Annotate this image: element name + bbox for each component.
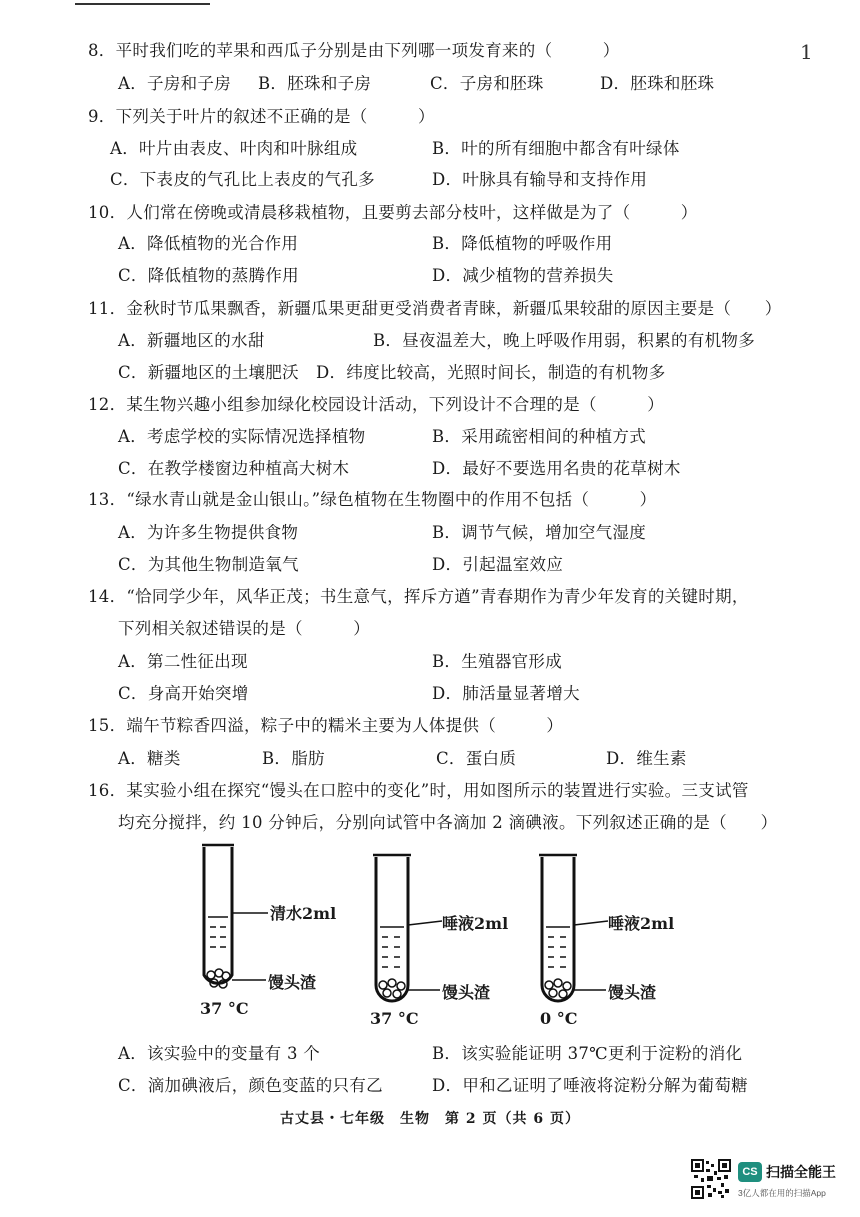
question-9-option-b: B．叶的所有细胞中都含有叶绿体 [432, 139, 680, 158]
question-13-option-a: A．为许多生物提供食物 [118, 523, 299, 542]
question-14-option-b: B．生殖器官形成 [432, 652, 563, 671]
question-12-option-c: C．在教学楼窗边种植高大树木 [118, 459, 350, 478]
question-11-option-c: C．新疆地区的土壤肥沃 [118, 363, 299, 382]
camscanner-logo: CS [738, 1162, 762, 1182]
tube-3-liquid-label: 唾液2ml [608, 914, 675, 933]
question-15-option-b: B．脂肪 [262, 749, 325, 768]
question-12-stem: 12．某生物兴趣小组参加绿化校园设计活动，下列设计不合理的是（ ） [88, 395, 664, 414]
question-16-option-b: B．该实验能证明 37℃更利于淀粉的消化 [432, 1044, 743, 1063]
question-8-stem: 8．平时我们吃的苹果和西瓜子分别是由下列哪一项发育来的（ ） [88, 41, 620, 60]
question-10-option-d: D．减少植物的营养损失 [432, 266, 614, 285]
question-8-option-c: C．子房和胚珠 [430, 74, 544, 93]
question-14-stem: 14．“恰同学少年，风华正茂；书生意气，挥斥方遒”青春期作为青少年发育的关键时期， [88, 587, 749, 606]
top-rule [75, 3, 210, 5]
test-tube-3 [539, 855, 608, 1001]
question-8-option-a: A．子房和子房 [118, 74, 232, 93]
question-14-option-d: D．肺活量显著增大 [432, 684, 580, 703]
question-9-option-a: A．叶片由表皮、叶肉和叶脉组成 [110, 139, 358, 158]
question-16-option-a: A．该实验中的变量有 3 个 [118, 1044, 321, 1063]
question-13-option-b: B．调节气候，增加空气湿度 [432, 523, 647, 542]
question-16-stem: 16．某实验小组在探究“馒头在口腔中的变化”时，用如图所示的装置进行实验。三支试管 [88, 781, 749, 800]
question-11-option-d: D．纬度比较高，光照时间长，制造的有机物多 [316, 363, 666, 382]
question-8-option-d: D．胚珠和胚珠 [600, 74, 715, 93]
question-11-stem: 11．金秋时节瓜果飘香，新疆瓜果更甜更受消费者青睐，新疆瓜果较甜的原因主要是（ ） [88, 299, 782, 318]
question-13-option-c: C．为其他生物制造氧气 [118, 555, 299, 574]
question-16-option-c: C．滴加碘液后，颜色变蓝的只有乙 [118, 1076, 383, 1095]
scanner-app-name: 扫描全能王 [766, 1164, 836, 1180]
tube-1-residue-label: 馒头渣 [268, 973, 317, 992]
test-tubes-diagram [180, 835, 700, 1035]
page-footer: 古丈县・七年级 生物 第 2 页（共 6 页） [280, 1111, 580, 1127]
question-14-stem-continued: 下列相关叙述错误的是（ ） [118, 619, 370, 638]
question-9-option-d: D．叶脉具有输导和支持作用 [432, 170, 648, 189]
qr-code-icon [691, 1159, 731, 1199]
question-16-stem-continued: 均充分搅拌，约 10 分钟后，分别向试管中各滴加 2 滴碘液。下列叙述正确的是（ ） [118, 813, 778, 832]
tube-2-liquid-label: 唾液2ml [442, 914, 509, 933]
test-tube-1 [202, 845, 268, 988]
tube-1-temperature: 37 °C [200, 999, 249, 1018]
question-15-option-a: A．糖类 [118, 749, 181, 768]
page-corner-mark: 1 [800, 40, 813, 64]
question-16-option-d: D．甲和乙证明了唾液将淀粉分解为葡萄糖 [432, 1076, 748, 1095]
tube-3-temperature: 0 °C [540, 1009, 578, 1028]
question-15-option-c: C．蛋白质 [436, 749, 517, 768]
question-14-option-a: A．第二性征出现 [118, 652, 248, 671]
question-10-option-b: B．降低植物的呼吸作用 [432, 234, 613, 253]
question-15-stem: 15．端午节粽香四溢，粽子中的糯米主要为人体提供（ ） [88, 716, 564, 735]
test-tube-figure [180, 835, 700, 1035]
question-9-option-c: C．下表皮的气孔比上表皮的气孔多 [110, 170, 375, 189]
question-8-option-b: B．胚珠和子房 [258, 74, 372, 93]
question-15-option-d: D．维生素 [606, 749, 687, 768]
question-14-option-c: C．身高开始突增 [118, 684, 249, 703]
question-9-stem: 9．下列关于叶片的叙述不正确的是（ ） [88, 107, 435, 126]
tube-3-residue-label: 馒头渣 [608, 983, 657, 1002]
question-13-option-d: D．引起温室效应 [432, 555, 564, 574]
question-10-stem: 10．人们常在傍晚或清晨移栽植物，且要剪去部分枝叶，这样做是为了（ ） [88, 203, 698, 222]
question-12-option-a: A．考虑学校的实际情况选择植物 [118, 427, 366, 446]
question-10-option-c: C．降低植物的蒸腾作用 [118, 266, 299, 285]
question-11-option-b: B．昼夜温差大，晚上呼吸作用弱，积累的有机物多 [373, 331, 756, 350]
scanner-app-tagline: 3亿人都在用的扫描App [738, 1188, 826, 1198]
question-11-option-a: A．新疆地区的水甜 [118, 331, 265, 350]
test-tube-2 [373, 855, 442, 1001]
tube-1-liquid-label: 清水2ml [270, 904, 337, 923]
tube-2-temperature: 37 °C [370, 1009, 419, 1028]
question-12-option-b: B．采用疏密相间的种植方式 [432, 427, 647, 446]
question-13-stem: 13．“绿水青山就是金山银山。”绿色植物在生物圈中的作用不包括（ ） [88, 490, 657, 509]
tube-2-residue-label: 馒头渣 [442, 983, 491, 1002]
question-10-option-a: A．降低植物的光合作用 [118, 234, 299, 253]
question-12-option-d: D．最好不要选用名贵的花草树木 [432, 459, 681, 478]
